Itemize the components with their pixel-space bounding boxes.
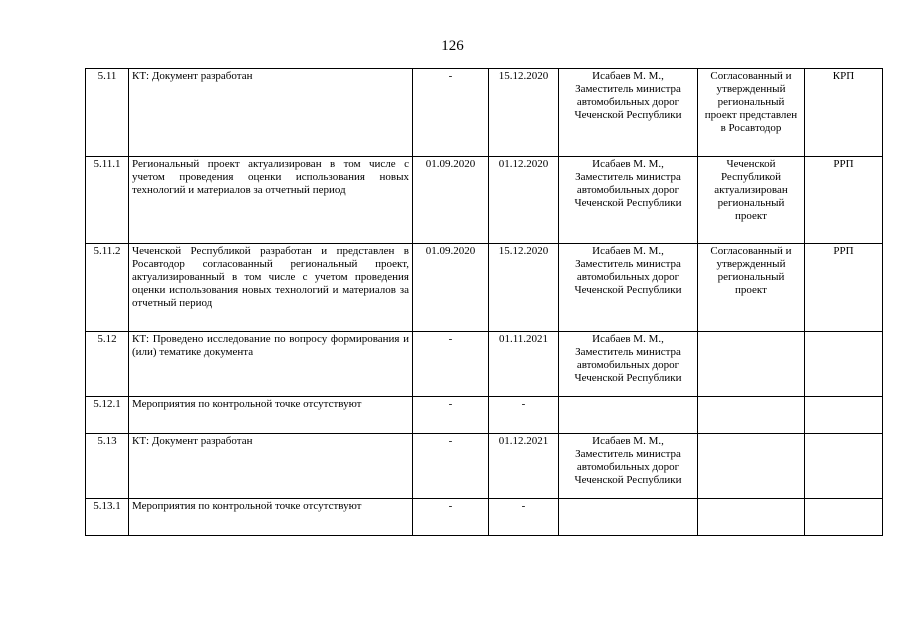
row-end-date: - (489, 499, 559, 536)
row-result (698, 434, 805, 499)
row-start-date: - (413, 397, 489, 434)
row-description: Региональный проект актуализирован в том числе с учетом проведения оценки использования новых технологий и материалов за отчетный период (129, 157, 413, 244)
row-level (805, 434, 883, 499)
row-level (805, 499, 883, 536)
row-end-date: 01.11.2021 (489, 332, 559, 397)
row-level: РРП (805, 244, 883, 332)
row-start-date: 01.09.2020 (413, 157, 489, 244)
row-description: Мероприятия по контрольной точке отсутствуют (129, 397, 413, 434)
row-level: РРП (805, 157, 883, 244)
table-row (86, 69, 883, 157)
table-row (86, 157, 883, 244)
row-description: КТ: Проведено исследование по вопросу формирования и (или) тематике документа (129, 332, 413, 397)
row-responsible: Исабаев М. М., Заместитель министра автомобильных дорог Чеченской Республики (559, 69, 698, 157)
row-end-date: 01.12.2020 (489, 157, 559, 244)
row-result: Согласованный и утвержденный региональный проект представлен в Росавтодор (698, 69, 805, 157)
row-start-date: - (413, 434, 489, 499)
table-row (86, 434, 883, 499)
row-responsible: Исабаев М. М., Заместитель министра автомобильных дорог Чеченской Республики (559, 244, 698, 332)
row-start-date: - (413, 499, 489, 536)
row-result: Чеченской Республикой актуализирован региональный проект (698, 157, 805, 244)
row-level (805, 397, 883, 434)
row-end-date: 15.12.2020 (489, 244, 559, 332)
row-result (698, 499, 805, 536)
row-responsible: Исабаев М. М., Заместитель министра автомобильных дорог Чеченской Республики (559, 157, 698, 244)
row-result (698, 332, 805, 397)
row-level (805, 332, 883, 397)
row-number: 5.11.2 (86, 244, 129, 332)
row-start-date: - (413, 69, 489, 157)
row-number: 5.11.1 (86, 157, 129, 244)
row-description: Чеченской Республикой разработан и представлен в Росавтодор согласованный региональный проект, актуализированный в том числе с учетом проведения оценки использования новых технологий и материалов за отчетный период (129, 244, 413, 332)
table-row (86, 244, 883, 332)
row-result (698, 397, 805, 434)
row-start-date: - (413, 332, 489, 397)
row-end-date: 01.12.2021 (489, 434, 559, 499)
row-number: 5.11 (86, 69, 129, 157)
row-number: 5.12 (86, 332, 129, 397)
table-row (86, 397, 883, 434)
row-responsible (559, 397, 698, 434)
row-description: КТ: Документ разработан (129, 69, 413, 157)
row-responsible (559, 499, 698, 536)
plan-table (85, 68, 883, 536)
row-result: Согласованный и утвержденный региональный проект (698, 244, 805, 332)
row-description: КТ: Документ разработан (129, 434, 413, 499)
row-description: Мероприятия по контрольной точке отсутствуют (129, 499, 413, 536)
table-row (86, 332, 883, 397)
row-number: 5.12.1 (86, 397, 129, 434)
row-responsible: Исабаев М. М., Заместитель министра автомобильных дорог Чеченской Республики (559, 434, 698, 499)
page-number: 126 (441, 38, 464, 54)
row-end-date: 15.12.2020 (489, 69, 559, 157)
row-end-date: - (489, 397, 559, 434)
row-number: 5.13 (86, 434, 129, 499)
row-responsible: Исабаев М. М., Заместитель министра автомобильных дорог Чеченской Республики (559, 332, 698, 397)
row-start-date: 01.09.2020 (413, 244, 489, 332)
row-level: КРП (805, 69, 883, 157)
table-row (86, 499, 883, 536)
row-number: 5.13.1 (86, 499, 129, 536)
